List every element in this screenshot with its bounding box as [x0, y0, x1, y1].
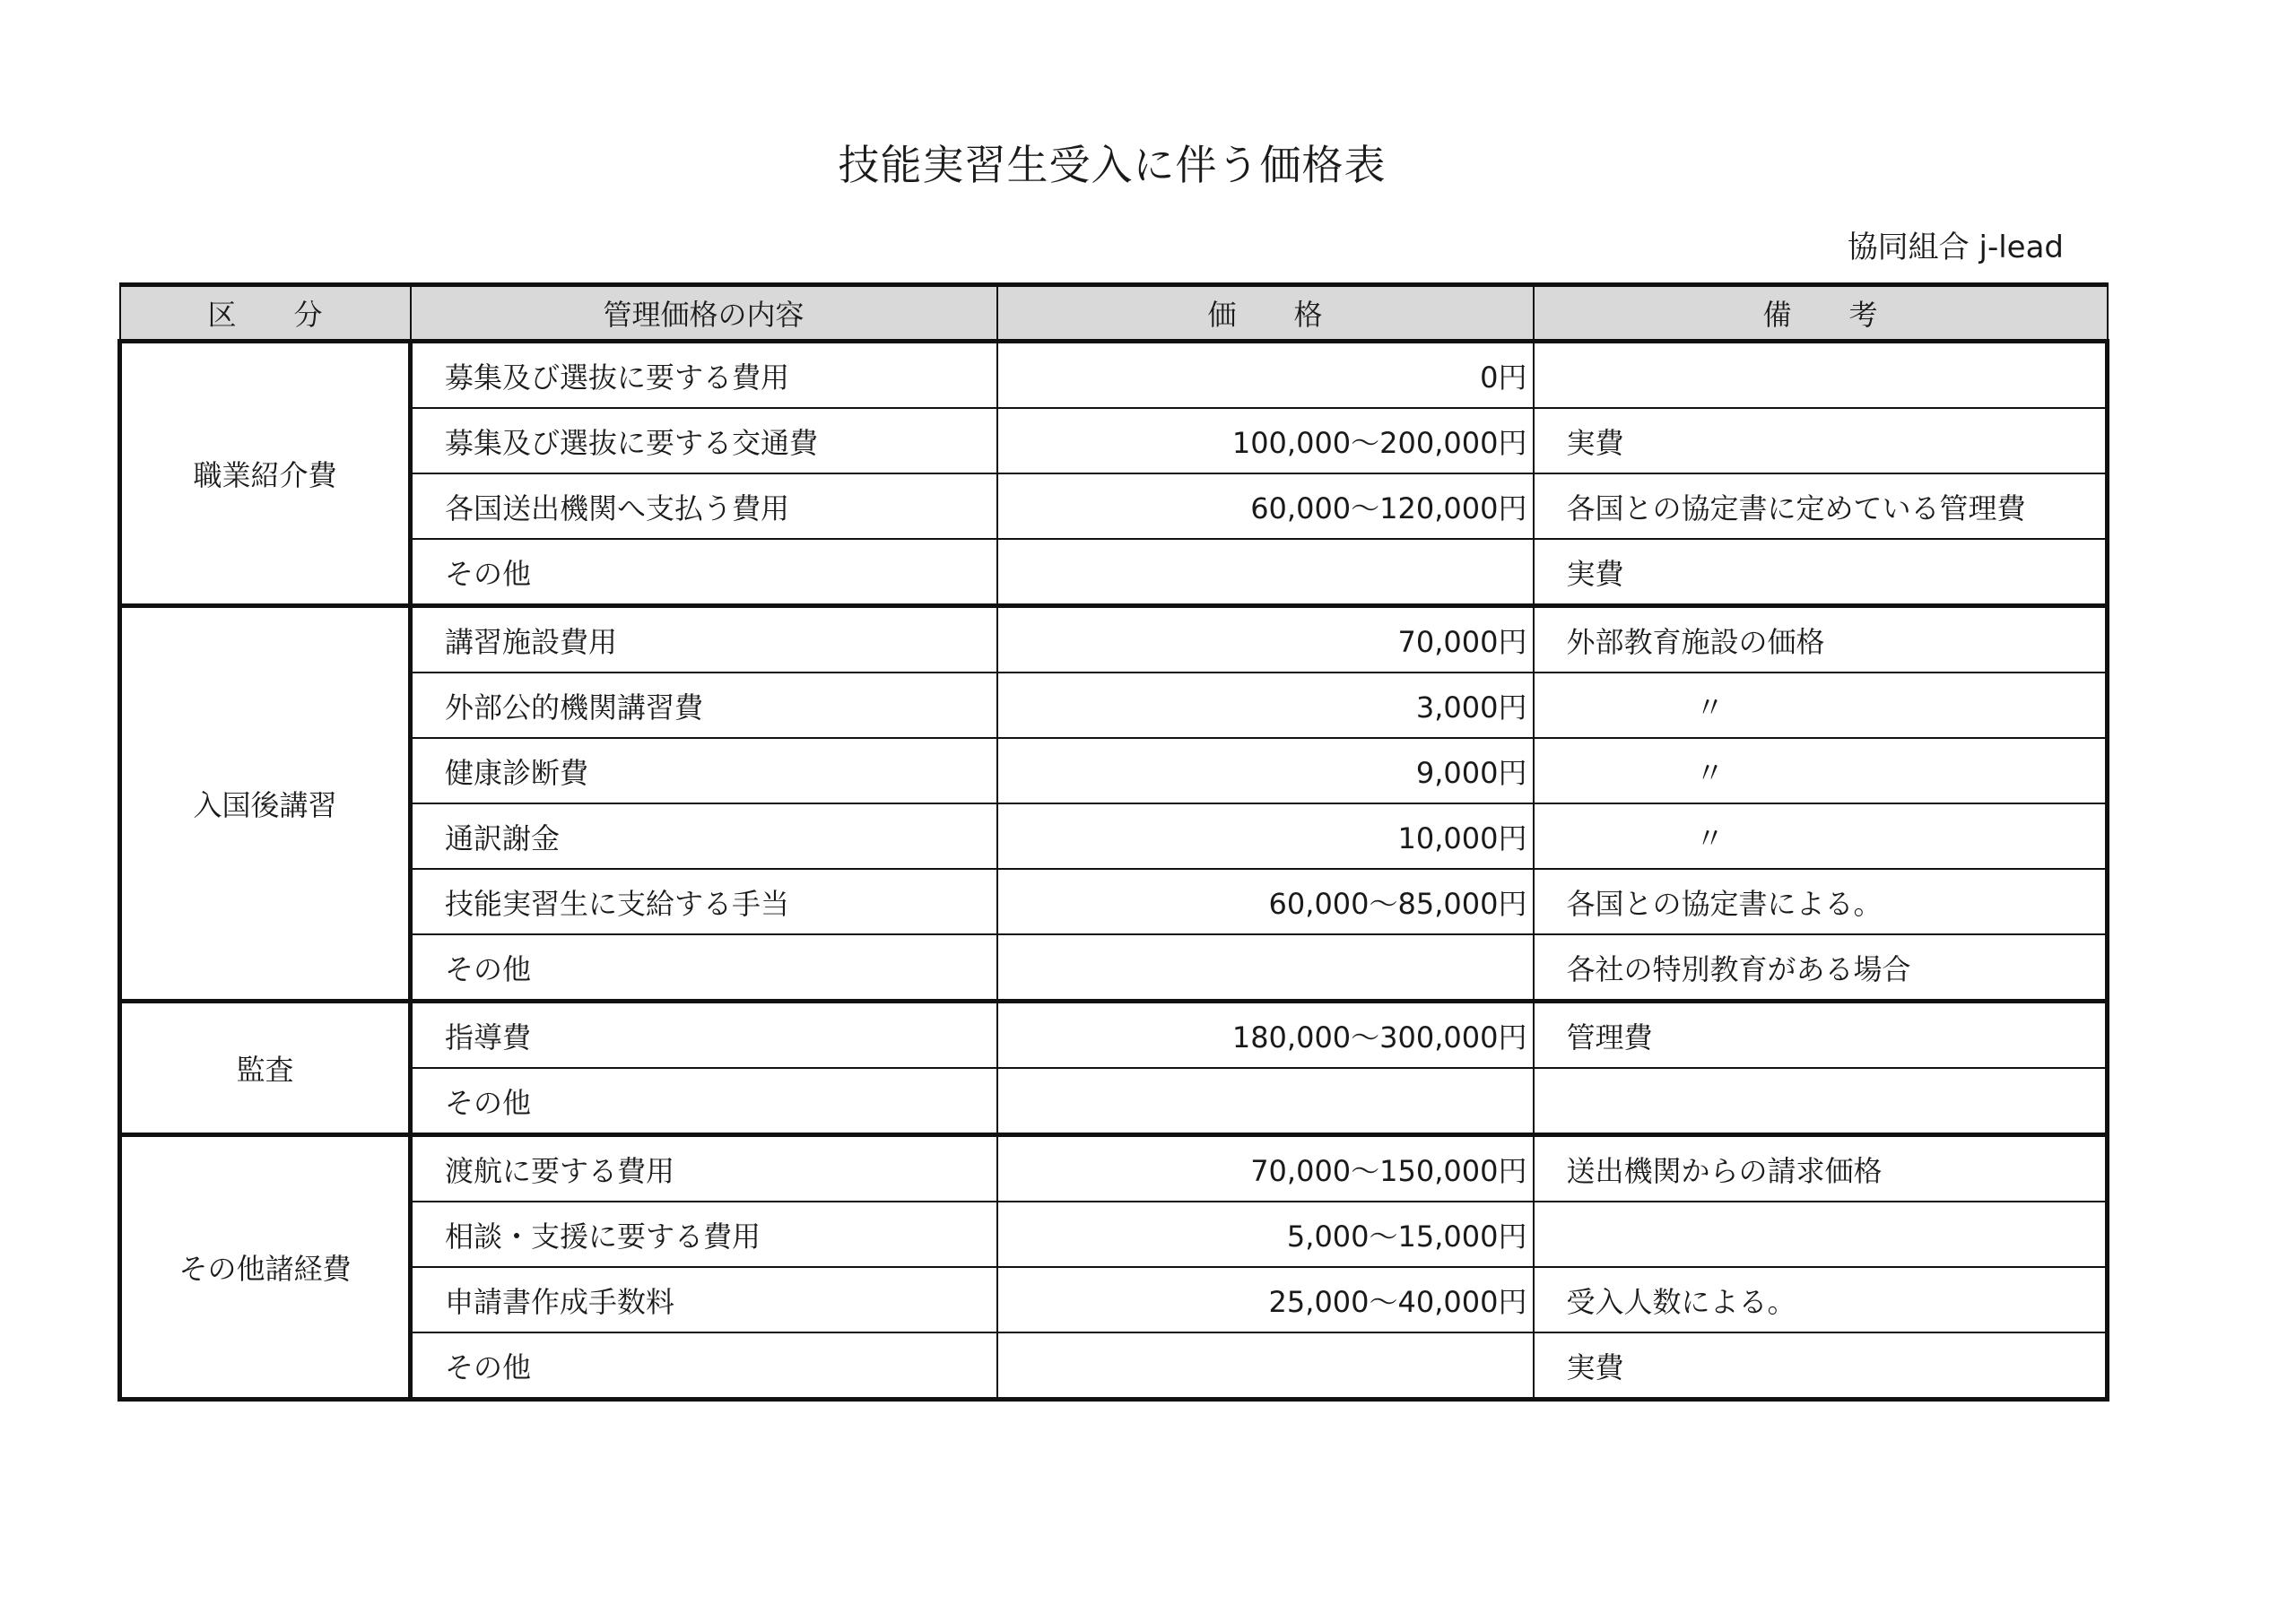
table-body	[120, 342, 2108, 1400]
price-cell	[997, 539, 1534, 606]
table-row	[120, 606, 2108, 673]
item-cell: 申請書作成手数料	[411, 1267, 997, 1332]
price-cell: 0円	[997, 342, 1534, 409]
table-row	[120, 803, 2108, 869]
header-item: 管理価格の内容	[411, 285, 997, 342]
price-cell	[997, 934, 1534, 1002]
table-row	[120, 408, 2108, 473]
item-cell: その他	[411, 539, 997, 606]
table-header-row	[120, 285, 2108, 342]
page-title: 技能実習生受入に伴う価格表	[838, 141, 1387, 189]
item-cell: 健康診断費	[411, 738, 997, 803]
note-cell: 送出機関からの請求価格	[1534, 1135, 2108, 1202]
category-cell: 監査	[120, 1002, 411, 1135]
note-cell	[1534, 1068, 2108, 1135]
item-cell: 外部公的機関講習費	[411, 673, 997, 738]
note-cell: 各国との協定書に定めている管理費	[1534, 473, 2108, 539]
note-cell: 〃	[1534, 673, 2108, 738]
price-cell	[997, 1068, 1534, 1135]
item-cell: 募集及び選抜に要する交通費	[411, 408, 997, 473]
header-note: 備 考	[1534, 285, 2108, 342]
table-row	[120, 539, 2108, 606]
note-cell: 〃	[1534, 803, 2108, 869]
note-cell: 各社の特別教育がある場合	[1534, 934, 2108, 1002]
note-cell	[1534, 342, 2108, 409]
price-cell: 70,000円	[997, 606, 1534, 673]
item-cell: 募集及び選抜に要する費用	[411, 342, 997, 409]
price-cell: 100,000～200,000円	[997, 408, 1534, 473]
table-row	[120, 738, 2108, 803]
item-cell: 指導費	[411, 1002, 997, 1069]
price-cell: 5,000～15,000円	[997, 1202, 1534, 1267]
table-row	[120, 1332, 2108, 1400]
note-cell: 〃	[1534, 738, 2108, 803]
price-cell: 180,000～300,000円	[997, 1002, 1534, 1069]
price-cell: 10,000円	[997, 803, 1534, 869]
item-cell: その他	[411, 1068, 997, 1135]
note-cell: 実費	[1534, 408, 2108, 473]
header-category: 区 分	[120, 285, 411, 342]
price-table	[117, 282, 2109, 1402]
item-cell: 渡航に要する費用	[411, 1135, 997, 1202]
note-cell	[1534, 1202, 2108, 1267]
table-row	[120, 1135, 2108, 1202]
price-cell: 70,000～150,000円	[997, 1135, 1534, 1202]
item-cell: その他	[411, 934, 997, 1002]
note-cell: 受入人数による。	[1534, 1267, 2108, 1332]
item-cell: 技能実習生に支給する手当	[411, 869, 997, 934]
note-cell: 実費	[1534, 1332, 2108, 1400]
table-row	[120, 673, 2108, 738]
note-cell: 各国との協定書による。	[1534, 869, 2108, 934]
item-cell: 講習施設費用	[411, 606, 997, 673]
price-cell: 60,000～85,000円	[997, 869, 1534, 934]
table-row	[120, 1202, 2108, 1267]
table-row	[120, 473, 2108, 539]
table-row	[120, 1068, 2108, 1135]
category-cell: その他諸経費	[120, 1135, 411, 1400]
table-row	[120, 1002, 2108, 1069]
price-cell: 3,000円	[997, 673, 1534, 738]
item-cell: 各国送出機関へ支払う費用	[411, 473, 997, 539]
price-cell: 25,000～40,000円	[997, 1267, 1534, 1332]
item-cell: 通訳謝金	[411, 803, 997, 869]
category-cell: 職業紹介費	[120, 342, 411, 606]
note-cell: 外部教育施設の価格	[1534, 606, 2108, 673]
price-cell	[997, 1332, 1534, 1400]
item-cell: その他	[411, 1332, 997, 1400]
note-cell: 実費	[1534, 539, 2108, 606]
table-row	[120, 934, 2108, 1002]
note-cell: 管理費	[1534, 1002, 2108, 1069]
table-row	[120, 869, 2108, 934]
item-cell: 相談・支援に要する費用	[411, 1202, 997, 1267]
price-cell: 60,000～120,000円	[997, 473, 1534, 539]
price-cell: 9,000円	[997, 738, 1534, 803]
organization-name: 協同組合 j-lead	[1847, 230, 2064, 265]
header-price: 価 格	[997, 285, 1534, 342]
table-row	[120, 342, 2108, 409]
table-row	[120, 1267, 2108, 1332]
category-cell: 入国後講習	[120, 606, 411, 1002]
